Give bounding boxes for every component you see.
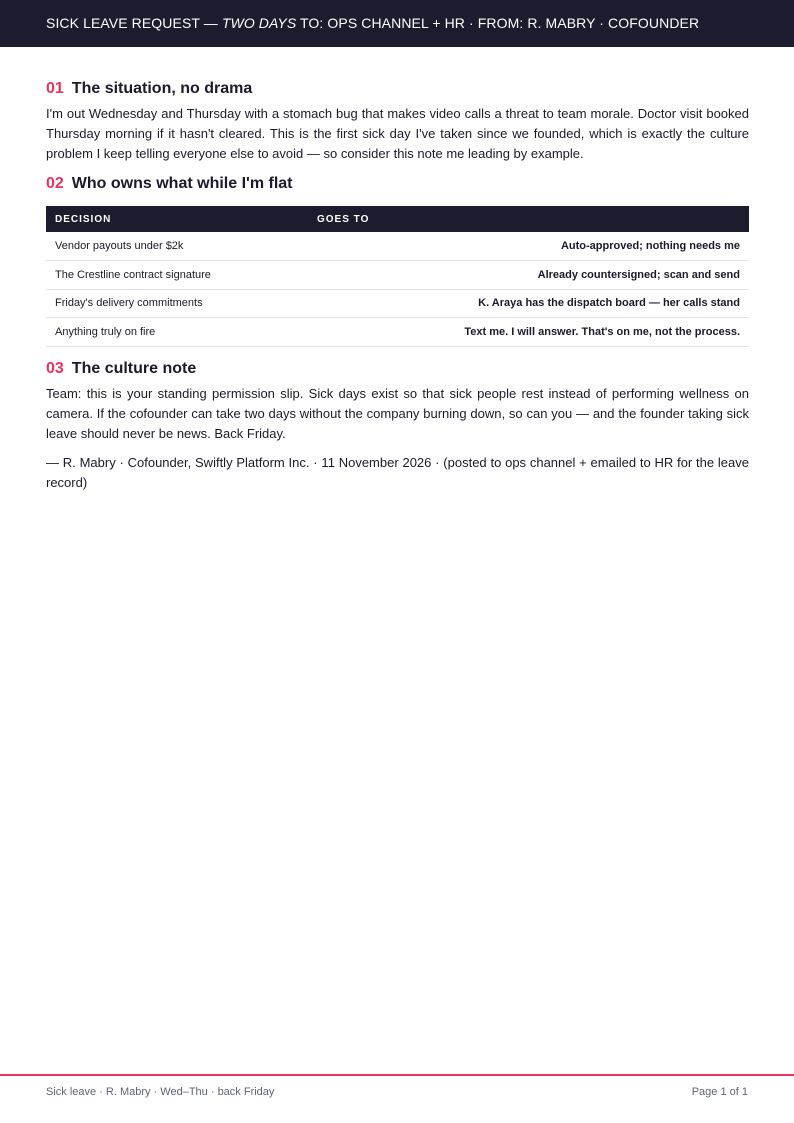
section-title: The culture note bbox=[71, 359, 197, 377]
column-header-decision: DECISION bbox=[46, 206, 308, 232]
footer-divider bbox=[0, 1074, 794, 1076]
section-number: 01 bbox=[46, 80, 64, 97]
section-heading bbox=[46, 173, 749, 195]
goes-to-cell: Auto-approved; nothing needs me bbox=[308, 232, 749, 261]
section-ownership bbox=[46, 173, 749, 347]
section-heading bbox=[46, 358, 749, 380]
goes-to-cell: Already countersigned; scan and send bbox=[308, 261, 749, 290]
header-emphasis: TWO DAYS bbox=[221, 15, 297, 31]
document-header bbox=[0, 0, 794, 47]
decision-cell: The Crestline contract signature bbox=[46, 261, 308, 290]
section-body: Team: this is your standing permission slip. Sick days exist so that sick people rest instead of performing wellness on camera. If the cofounder can take two days without the company burning down, so can you — and the founder taking sick leave should never be news. Back Friday. bbox=[46, 385, 749, 441]
section-heading bbox=[46, 78, 749, 100]
section-body: I'm out Wednesday and Thursday with a stomach bug that makes video calls a threat to team morale. Doctor visit booked Thursday morning if it hasn't cleared. This is the first sick day I've taken since we founded, which is exactly the culture problem I keep telling everyone else to avoid — so consider this note me leading by example. bbox=[46, 106, 749, 161]
table-header-row bbox=[46, 206, 749, 232]
goes-to-cell: Text me. I will answer. That's on me, not the process. bbox=[308, 318, 749, 347]
section-number: 03 bbox=[46, 359, 64, 377]
column-header-goes-to: GOES TO bbox=[308, 206, 749, 232]
table-row bbox=[46, 232, 749, 261]
decision-cell: Anything truly on fire bbox=[46, 318, 308, 347]
decision-cell: Friday's delivery commitments bbox=[46, 289, 308, 318]
ownership-table bbox=[46, 206, 749, 347]
section-culture bbox=[46, 358, 749, 493]
header-prefix: SICK LEAVE REQUEST — bbox=[46, 15, 222, 31]
table-row bbox=[46, 289, 749, 318]
section-title: The situation, no drama bbox=[71, 80, 253, 97]
decision-cell: Vendor payouts under $2k bbox=[46, 232, 308, 261]
section-title: Who owns what while I'm flat bbox=[71, 175, 293, 192]
document-body bbox=[46, 78, 749, 493]
section-number: 02 bbox=[46, 175, 64, 192]
table-row bbox=[46, 261, 749, 290]
page-number: Page 1 of 1 bbox=[691, 1086, 748, 1098]
signature-line: — R. Mabry · Cofounder, Swiftly Platform Inc. · 11 November 2026 · (posted to ops channel + emailed to HR for the leave record) bbox=[46, 454, 749, 490]
section-situation bbox=[46, 78, 749, 164]
header-suffix: TO: OPS CHANNEL + HR · FROM: R. MABRY · COFOUNDER bbox=[296, 15, 700, 31]
table-row bbox=[46, 318, 749, 347]
goes-to-cell: K. Araya has the dispatch board — her calls stand bbox=[308, 289, 749, 318]
footer-summary: Sick leave · R. Mabry · Wed–Thu · back Friday bbox=[46, 1086, 275, 1098]
